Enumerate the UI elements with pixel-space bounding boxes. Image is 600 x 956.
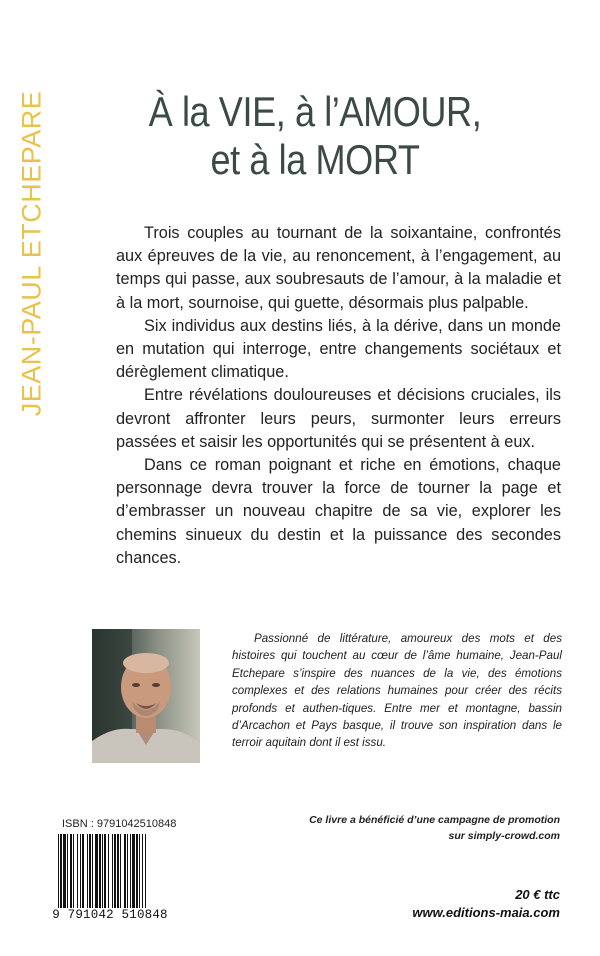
barcode: [58, 834, 172, 914]
book-title: [130, 88, 500, 184]
blurb-paragraph: Dans ce roman poignant et riche en émotions, chaque personnage devra trouver la force de tourner la page et d’embrasser un nouveau chapitre de sa vie, explorer les chemins sinueux du destin et la puissance des secondes chances.: [116, 456, 561, 567]
isbn-label: ISBN : 9791042510848: [62, 818, 177, 830]
barcode-bar: [127, 834, 128, 914]
barcode-bar: [73, 834, 74, 914]
author-portrait-image: [92, 629, 200, 763]
barcode-bar: [120, 834, 121, 914]
title-line-2: et à la MORT: [210, 136, 420, 183]
barcode-bar: [142, 834, 143, 914]
barcode-bar: [63, 834, 66, 914]
barcode-bar: [124, 834, 126, 914]
barcode-bar: [117, 834, 119, 914]
barcode-bar: [67, 834, 68, 914]
barcode-bar: [70, 834, 72, 914]
author-bio-text: Passionné de littérature, amoureux des mots et des histoires qui touchent au cœur de l’âme humaine, Jean-Paul Etchepare s’inspire des nuances de la vie, des émotions complexes et des relations humaines pour créer des récits profonds et authen-tiques. Entre mer et montagne, bassin d’Arcachon et Pays basque, il trouve son inspiration dans le terroir aquitain dont il est issu.: [232, 632, 562, 750]
author-bio: [232, 630, 562, 752]
blurb-paragraph: Entre révélations douloureuses et décisions cruciales, ils devront affronter leurs peurs, surmonter leurs erreurs passées et saisir les opportunités qui se présentent à eux.: [116, 386, 561, 451]
author-name-vertical: JEAN-PAUL ETCHEPARE: [16, 90, 47, 416]
barcode-bar: [99, 834, 101, 914]
barcode-bar: [102, 834, 103, 914]
promotion-notice: [300, 812, 560, 844]
barcode-bar: [95, 834, 98, 914]
barcode-bar: [60, 834, 62, 914]
blurb-paragraph: Six individus aux destins liés, à la dérive, dans un monde en mutation qui interroge, entre changements sociétaux et dérèglement climatique.: [116, 316, 561, 382]
barcode-bar: [58, 834, 59, 914]
author-photo: [92, 629, 200, 763]
promotion-line-1: Ce livre a bénéficié d’une campagne de promotion: [309, 814, 560, 826]
barcode-bar: [114, 834, 116, 914]
barcode-bar: [139, 834, 140, 914]
barcode-bar: [112, 834, 113, 914]
barcode-bar: [108, 834, 109, 914]
barcode-bar: [145, 834, 146, 914]
barcode-bar: [77, 834, 78, 914]
barcode-bar: [89, 834, 91, 914]
barcode-bar: [87, 834, 88, 914]
publisher-website: www.editions-maia.com: [412, 905, 560, 920]
barcode-bar: [104, 834, 106, 914]
back-cover-blurb: [116, 222, 561, 570]
barcode-number: 9 791042 510848: [40, 908, 180, 922]
spine-author-name: [12, 88, 52, 418]
price: 20 € ttc: [515, 887, 560, 902]
barcode-bar: [136, 834, 138, 914]
barcode-bar: [130, 834, 131, 914]
blurb-paragraph: Trois couples au tournant de la soixantaine, confrontés aux épreuves de la vie, au renoncement, à l’engagement, au temps qui passe, aux soubresauts de l’amour, à la maladie et à la mort, sournoise, qui guette, désormais plus palpable.: [116, 224, 561, 312]
barcode-bar: [132, 834, 135, 914]
barcode-bar: [82, 834, 84, 914]
promotion-line-2: sur simply-crowd.com: [448, 830, 560, 842]
price-block: [412, 886, 560, 922]
title-line-1: À la VIE, à l’AMOUR,: [148, 88, 482, 135]
barcode-bar: [92, 834, 93, 914]
barcode-bar: [80, 834, 81, 914]
